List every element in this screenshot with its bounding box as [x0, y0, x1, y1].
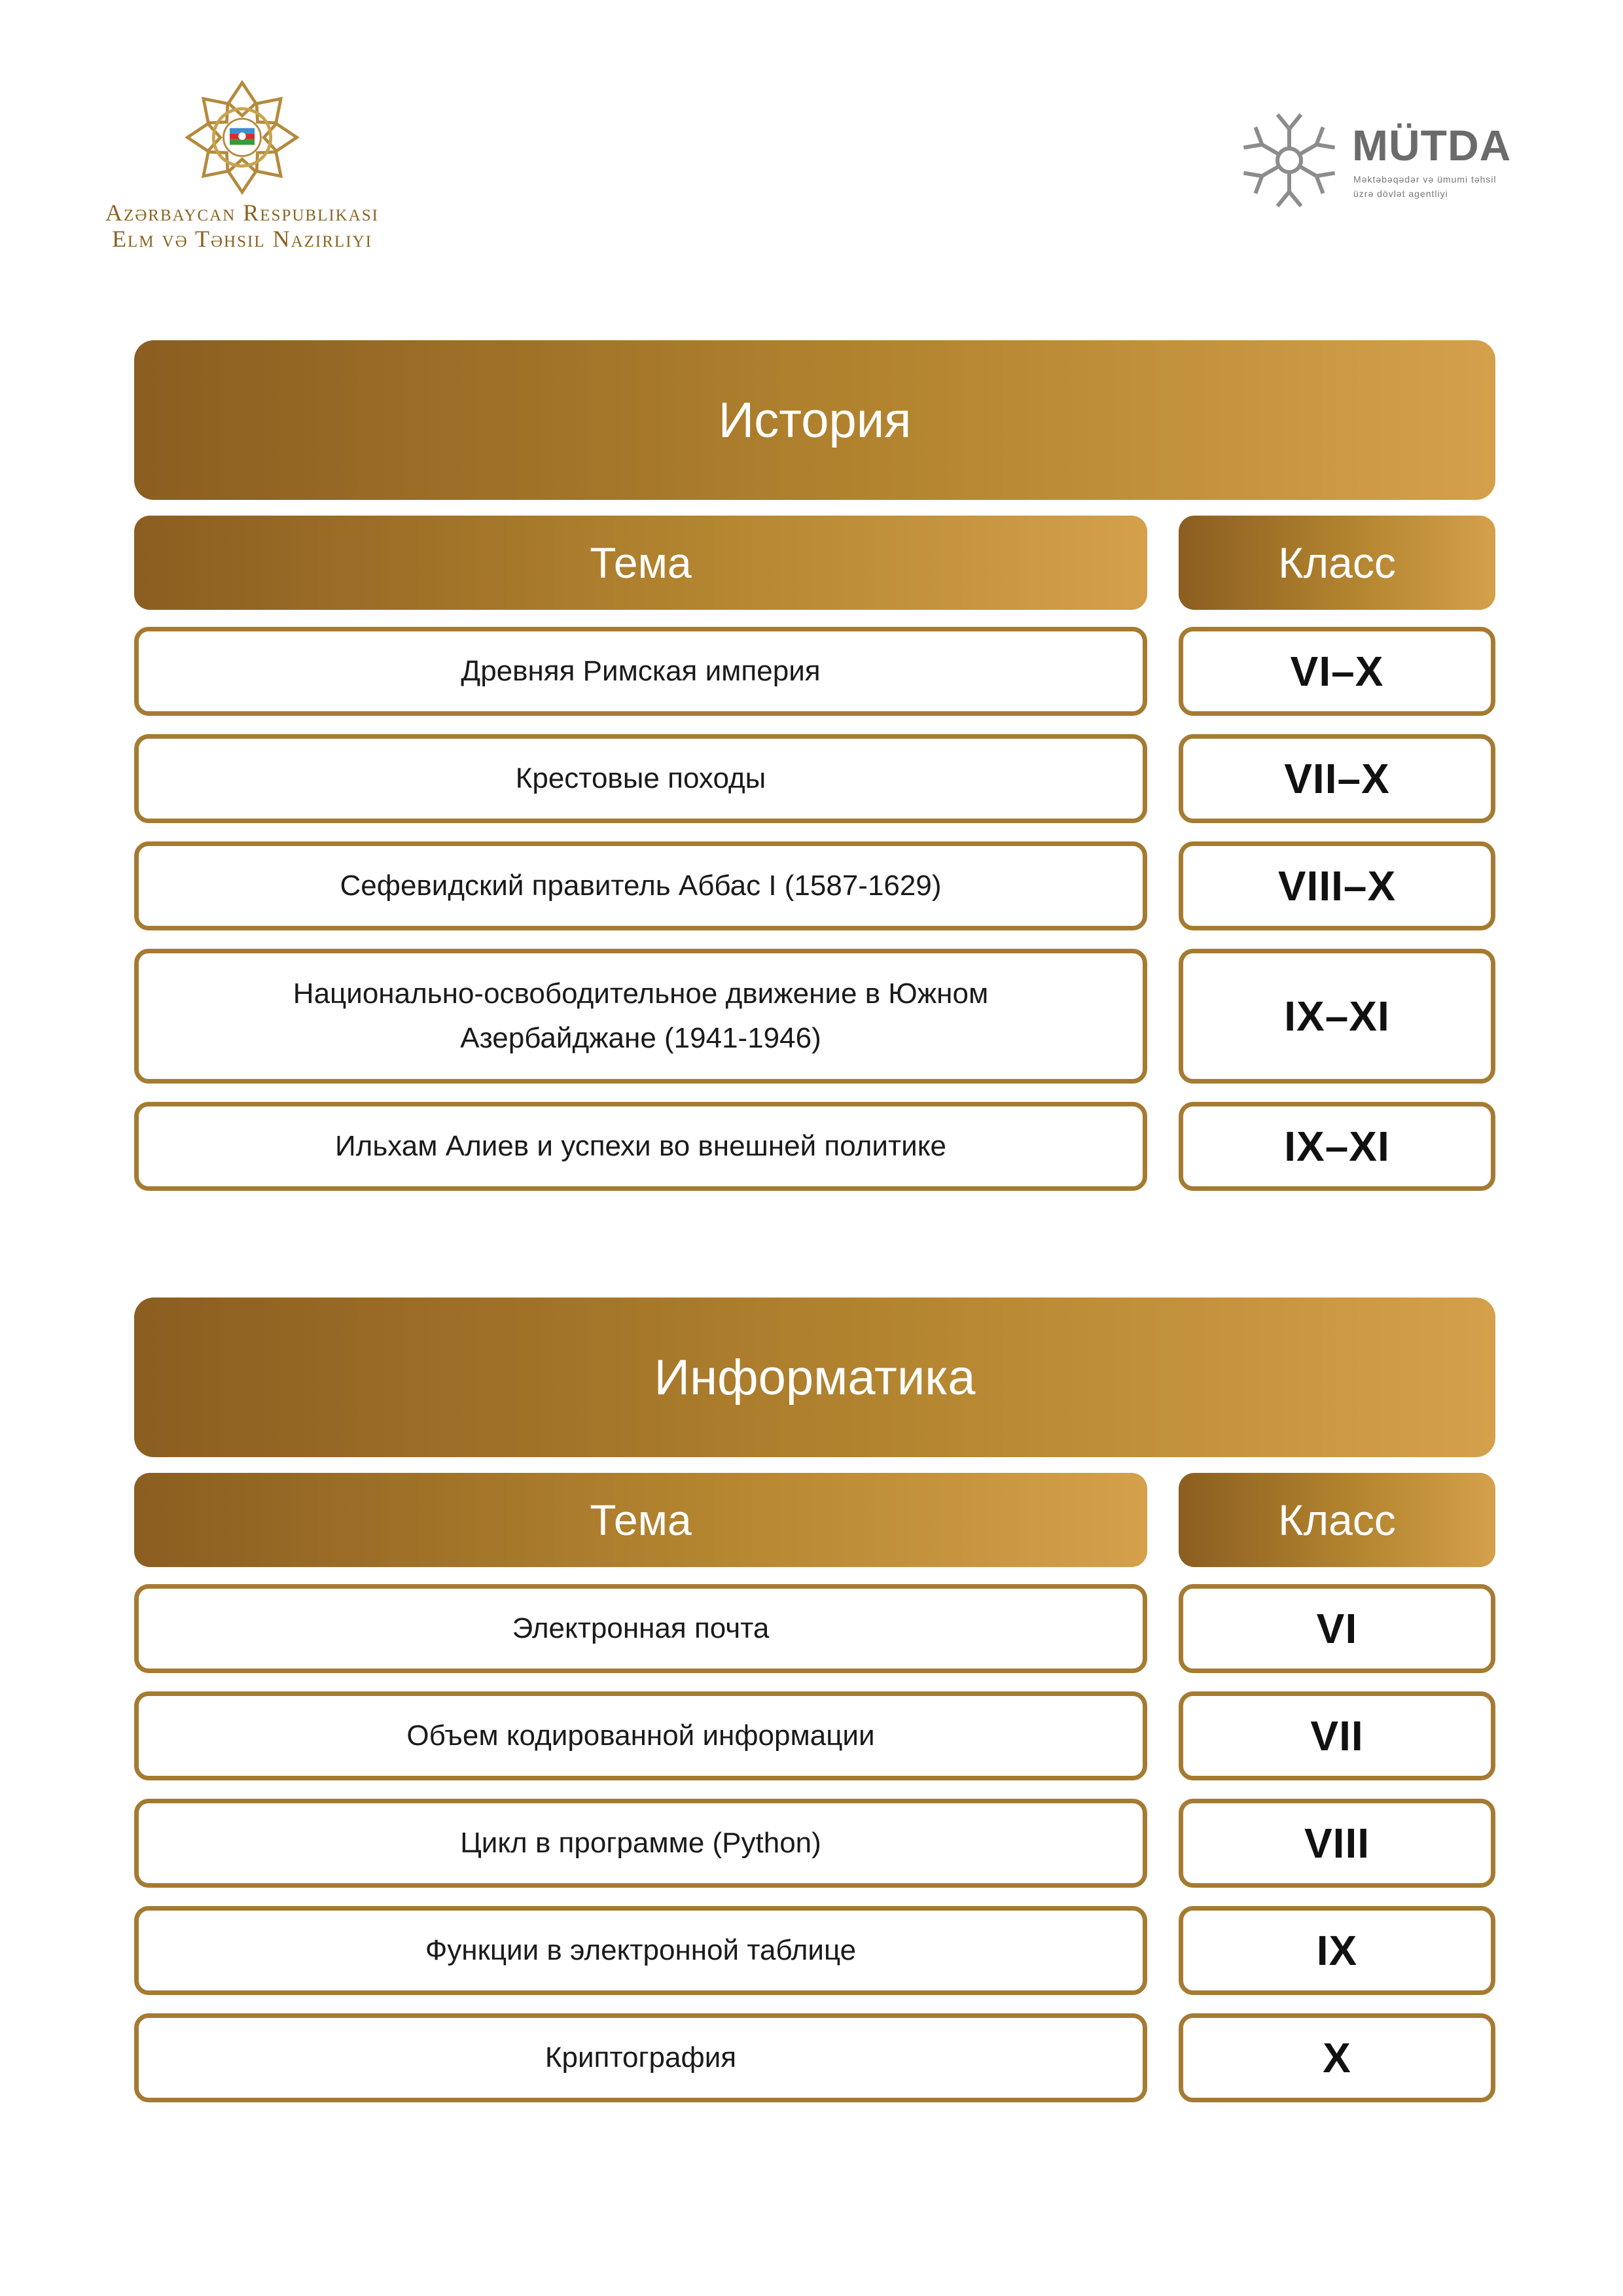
table-row: [134, 1584, 1495, 1673]
topic-cell: Цикл в программе (Python): [134, 1799, 1147, 1888]
grade-cell: VII–X: [1179, 734, 1495, 823]
agency-logo: [1237, 108, 1551, 213]
topic-cell: Ильхам Алиев и успехи во внешней политике: [134, 1102, 1147, 1191]
table-row: [134, 949, 1495, 1084]
table-header: [134, 516, 1495, 610]
ministry-logo: [79, 75, 406, 252]
agency-subtitle-line1: Məktəbəqədər və ümumi təhsil: [1353, 174, 1497, 185]
grade-header: Класс: [1179, 516, 1495, 610]
agency-subtitle-line2: üzrə dövlət agentliyi: [1353, 188, 1448, 199]
topic-cell: Электронная почта: [134, 1584, 1147, 1673]
table-row: [134, 1906, 1495, 1995]
ministry-name-line1: Azərbaycan Respublikasi: [105, 200, 380, 226]
subject-title: История: [134, 340, 1495, 500]
table-row: [134, 2013, 1495, 2102]
agency-name: MÜTDA: [1352, 121, 1512, 169]
topic-cell: Криптография: [134, 2013, 1147, 2102]
grade-cell: VII: [1179, 1691, 1495, 1780]
ministry-emblem-icon: [180, 75, 304, 200]
table-row: [134, 1799, 1495, 1888]
agency-emblem-icon: [1237, 108, 1342, 213]
topic-header: Тема: [134, 516, 1147, 610]
topic-cell: Функции в электронной таблице: [134, 1906, 1147, 1995]
subject-title: Информатика: [134, 1298, 1495, 1457]
grade-cell: IX–XI: [1179, 949, 1495, 1084]
topic-text-line2: Азербайджане (1941-1946): [460, 1022, 821, 1054]
table-body: [134, 1584, 1495, 2102]
table-row: [134, 1102, 1495, 1191]
topic-header: Тема: [134, 1473, 1147, 1567]
grade-cell: IX–XI: [1179, 1102, 1495, 1191]
topic-cell: Древняя Римская империя: [134, 627, 1147, 716]
topic-text-line1: Национально-освободительное движение в Южном: [293, 978, 989, 1010]
grade-cell: IX: [1179, 1906, 1495, 1995]
subject-section-informatics: [134, 1298, 1495, 2121]
grade-header: Класс: [1179, 1473, 1495, 1567]
topic-cell: Сефевидский правитель Аббас I (1587-1629): [134, 841, 1147, 930]
grade-cell: X: [1179, 2013, 1495, 2102]
table-row: [134, 841, 1495, 930]
table-row: [134, 734, 1495, 823]
topic-cell: [134, 949, 1147, 1084]
grade-cell: VI: [1179, 1584, 1495, 1673]
ministry-name-line2: Elm və Təhsil Nazirliyi: [112, 226, 372, 252]
grade-cell: VIII: [1179, 1799, 1495, 1888]
table-row: [134, 627, 1495, 716]
subject-section-history: [134, 340, 1495, 1209]
table-body: [134, 627, 1495, 1191]
table-header: [134, 1473, 1495, 1567]
topic-cell: Объем кодированной информации: [134, 1691, 1147, 1780]
grade-cell: VI–X: [1179, 627, 1495, 716]
grade-cell: VIII–X: [1179, 841, 1495, 930]
topic-cell: Крестовые походы: [134, 734, 1147, 823]
table-row: [134, 1691, 1495, 1780]
